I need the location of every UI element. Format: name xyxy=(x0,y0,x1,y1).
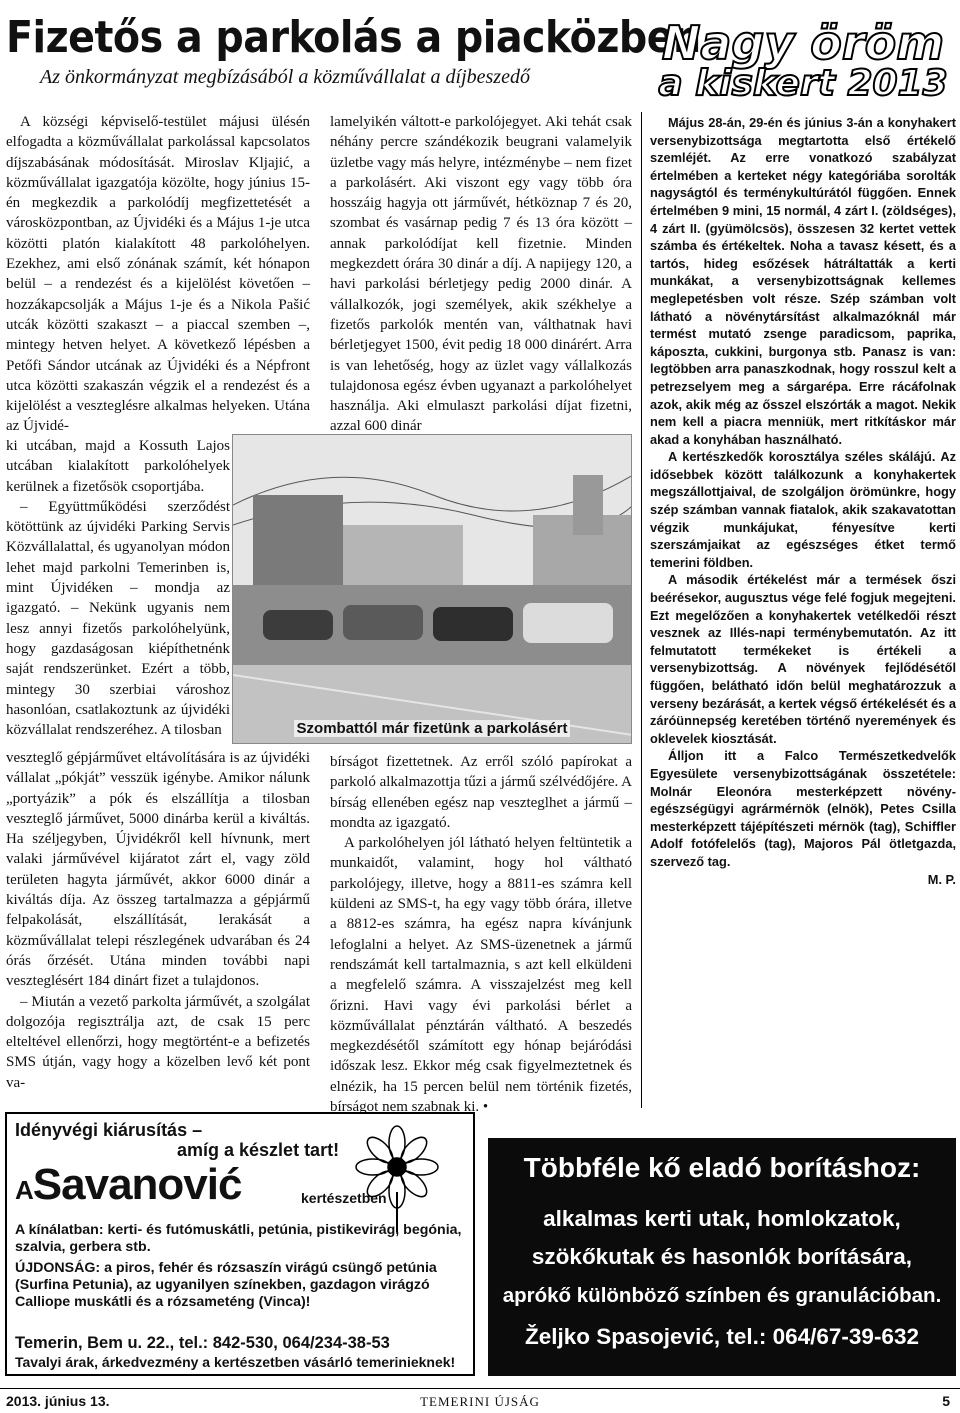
article-column-2-bottom xyxy=(330,752,632,1117)
article-title: Fizetős a parkolás a piacközben xyxy=(6,12,701,63)
article-column-1-middle xyxy=(6,436,230,740)
sidebar-divider xyxy=(641,112,642,1108)
sidebar-paragraph: Álljon itt a Falco Természetkedvelők Egyesülete versenybizottságának összetétele: Molnár Eleonóra mesterképzett növény-egészségügyi agrármérnök (elnök), Petes Csilla mesterképzett tájépítészeti mérnök (tag), Schiffler Adolf fotófelelős (tag), Majoros Pál ötletgazda, szervező tag. xyxy=(650,748,956,869)
ad-brand-name: Savanović xyxy=(32,1160,242,1209)
article-column-1-bottom xyxy=(6,748,310,1093)
stone-ad-contact: Željko Spasojević, tel.: 064/67-39-632 xyxy=(525,1324,919,1349)
sidebar-article xyxy=(650,114,956,888)
sidebar-title xyxy=(650,16,956,104)
article-paragraph: A községi képviselő-testület májusi ülésén elfogadta a közművállalat parkolással kapcsolatos díjszabásának módosítását. Miroslav Kljajić, a közművállalat igazgatója közölte, hogy június 15-én megkezdik a parkolódíj megfizettetését a városközpontban, az Újvidéki és a Május 1-je utca közötti platón kialakított 48 parkolóhelyen. Ezekhez, ami első zónának számít, két hónapon belül – a rendezést és a kijelölést követően – hozzákapcsolják a Május 1-je és a Nikola Pašić utcák közötti szakaszt – a piaccal szemben –, mintegy hetven helyet. A következő lépésben a Petőfi Sándor utcának az Újvidéki és a Népfront utca közötti szakaszán végzik el a rendezést és a kijelölést a veszteglésre alkalmas helyeken. Utána az Újvidé- xyxy=(6,114,310,435)
article-paragraph: lamelyikén váltott-e parkolójegyet. Aki tehát csak néhány percre szándékozik beugrani valamelyik üzletbe vagy más helyre, intézménybe – nem fizet a parkolásért. Aki viszont egy vagy több óra hosszáig hagyja ott járművét, hétköznap 7 és 20, szombat és vasárnap pedig 7 és 13 óra között – annak parkolódíjat kell fizetnie. Minden megkezdett órára 30 dinár a díj. A napijegy 120, a havi parkolási bérletjegy pedig 2000 dinár. A vállalkozók, jogi személyek, akik székhelye a fizetős parkolók mentén van, válthatnak havi bérletjegyet 1500, évit pedig 18 000 dinárért. Arra is van lehetőség, hogy az üzlet vagy vállalkozás tulajdonosa egész évben ugyanazt a parkolóhelyet használja. Aki elmulaszt parkolási díjat fizetni, azzal 600 dinár xyxy=(330,114,632,435)
ad-address: Temerin, Bem u. 22., tel.: 842-530, 064/234-38-53 xyxy=(15,1334,390,1352)
ad-sale-line-2: amíg a készlet tart! xyxy=(177,1140,340,1160)
ad-offer-text: A kínálatban: kerti- és futómuskátli, petúnia, pistikevirág, begónia, szalvia, gerbera stb. xyxy=(15,1222,462,1255)
sidebar-title-line-2: a kiskert 2013 xyxy=(658,63,948,104)
ad-new-text: ÚJDONSÁG: a piros, fehér és rózsaszín virágú csüngő petúnia (Surfina Petunia), az ugyanilyen színekben, gazdagon virágzó Calliope muskátli és a rózsameténg (Vinca)! xyxy=(15,1260,437,1310)
article-paragraph: ki utcában, majd a Kossuth Lajos utcában kialakított parkolóhelyek kerülnek a fizetősök csoportjába. xyxy=(6,438,230,495)
sidebar-paragraph: A második értékelést már a termések őszi beérésekor, augusztus vége felé fogjuk megejteni. Ezt megelőzően a konyhakertek vetélkedői részt vesznek az Illés-napi terménybemutatón. Az itt felmutatott termékeket is értékeli a versenybizottság. A növények fejlődésétől függően, belátható időn belül meghatározzuk a verseny bezárását, a kertek végső értékelését és a záróünnepség keretében történő nyeremények és oklevelek kiosztását. xyxy=(650,572,956,746)
article-paragraph: – Együttműködési szerződést kötöttünk az újvidéki Parking Servis Közvállalattal, és ugyanolyan módon lehet majd parkolni Temerinben is, mint Újvidéken – mondja az igazgató. – Nekünk ugyanis nem lesz annyi fizetős parkolóhelyünk, hogy gazdaságosan kiépíthetnénk saját rendszerünket. Ezért a több, mintegy 30 szerbiai városhoz hasonlóan, csatlakoztunk az újvidéki közvállalat rendszeréhez. A tilosban xyxy=(6,498,230,739)
stone-ad-line: aprókő különböző színben és granulációban. xyxy=(502,1284,942,1307)
ad-brand xyxy=(15,1160,241,1210)
sidebar-signature: M. P. xyxy=(927,871,956,887)
ad-brand-prefix: A xyxy=(15,1175,33,1205)
article-column-2-top xyxy=(330,112,632,437)
stone-ad-line: alkalmas kerti utak, homlokzatok, xyxy=(543,1206,901,1231)
street-parking-photo xyxy=(232,434,632,744)
article-paragraph: A parkolóhelyen jól látható helyen feltüntetik a munkaidőt, valamint, hogy hol váltható parkolójegy, illetve, hogy a 8811-es számra kell küldeni az SMS-t, ha egy vagy több órára, illetve a 8812-es számra, ha egész napra kívánjunk lefoglalni a helyet. Az SMS-üzenetnek a jármű rendszámát kell tartalmaznia, s azt kell elküldeni a megfelelő számra. A visszajelzést meg kell őrizni. Havi vagy évi parkolási bérlet a közművállalat pénztárán váltható. A beszedés megkezdésétől számított egy hónap bejáródási időszak lesz. Ekkor még csak figyelmeztetnek és elnézik, ha 15 percen belül nem történik fizetés, bírságot nem szabnak ki. • xyxy=(330,835,632,1116)
stone-advert xyxy=(488,1138,956,1376)
parking-scene-illustration xyxy=(233,435,632,744)
ad-note: Tavalyi árak, árkedvezmény a kertészetben vásárló temerinieknek! xyxy=(15,1354,456,1370)
photo-caption xyxy=(233,720,631,737)
article-subtitle: Az önkormányzat megbízásából a közművállalat a díjbeszedő xyxy=(40,66,530,88)
article-paragraph: veszteglő gépjárművet eltávolítására is az újvidéki vállalat „pókját” vesszük igénybe. Amikor nálunk „portyázik” a pók és elszállítja a tilosban veszteglő járművet, 5000 dinárba kerül a kiváltás. Ha széljegyben, Újvidékről kell hívnunk, mert valaki járművével kijáratot zárt el, vagy zöld területen hagyta járművét, akkor 6000 dinár a kiváltás díja. Az összeg tartalmazza a gépjármű felpakolását, elszállítását, lerakását a közművállalat telepi részlegének udvarában és 24 órás őrzését. Utána minden további napi veszteglésért 184 dinárt fizet a tulajdonos. xyxy=(6,750,310,990)
page-number: 5 xyxy=(942,1393,950,1409)
issue-date: 2013. június 13. xyxy=(6,1393,110,1409)
article-paragraph: bírságot fizettetnek. Az erről szóló papírokat a parkoló alkalmazottja tűzi a jármű szélvédőjére. A bírság ellenében egész nap veszteglhet a jármű – mondta az igazgató. xyxy=(330,754,632,831)
masthead: TEMERINI ÚJSÁG xyxy=(420,1394,540,1409)
ad-sale-line-1: Idényvégi kiárusítás – xyxy=(15,1120,203,1140)
article-paragraph: – Miután a vezető parkolta járművét, a szolgálat dolgozója regisztrálja azt, de csak 15 perc elteltével ellenőrzi, hogy megtörtént-e a befizetés SMS útján, vagy hogy a közelben levő két pont va- xyxy=(6,993,310,1091)
photo-caption-text: Szombattól már fizetünk a parkolásért xyxy=(294,720,571,737)
sidebar-paragraph: Május 28-án, 29-én és június 3-án a konyhakert versenybizottsága megtartotta első értékelő szemléjét. Az erre vonatkozó szabályzat értelmében a kerteket négy kategóriába sorolták nagyságtól és terménykultúrától függően. Ennek értelmében 9 mini, 15 normál, 4 zárt I. (zöldséges), 4 zárt II. (gyümölcsös), összesen 32 kertet vettek számba és értékeltek. Noha a tavasz késett, és a tartós, hideg esőzések hátráltatták a kerti munkákat, a versenybizottságnak kellemes meglepetésben volt része. Szép számban volt látható a növénytársítást alkalmazóknál már termést mutató zsenge paradicsom, paprika, káposzta, cukkini, burgonya stb. Panasz is van: legtöbben arra panaszkodnak, hogy rosszul kelt a petrezselyem meg a sárgarépa. Erre rácáfolnak azok, akik még az ősszel elszórták a magot. Nekik nem kell a piacra menniük, mert ritkításkor már akad a konyhában használható. xyxy=(650,115,956,447)
page-footer xyxy=(0,1388,960,1413)
article-column-1-top xyxy=(6,112,310,437)
savanovic-advert xyxy=(5,1112,475,1376)
stone-ad-title: Többféle kő eladó borításhoz: xyxy=(523,1152,921,1183)
flower-icon xyxy=(337,1122,457,1232)
stone-ad-line: szökőkutak és hasonlók borítására, xyxy=(531,1244,913,1269)
sidebar-paragraph: A kertészkedők korosztálya széles skálájú. Az idősebbek között találkozunk a konyhakertek megszállottjaival, de szolgáljon örömünkre, hogy szép számban vannak fiatalok, akik szakavatottan végzik munkájukat, fényesítve kerti szerszámjaikat az egészséges étket termő temerini földben. xyxy=(650,449,956,570)
sidebar-title-line-1: Nagy öröm xyxy=(661,16,945,70)
ad-brand-subtitle: kertészetben xyxy=(301,1190,387,1206)
